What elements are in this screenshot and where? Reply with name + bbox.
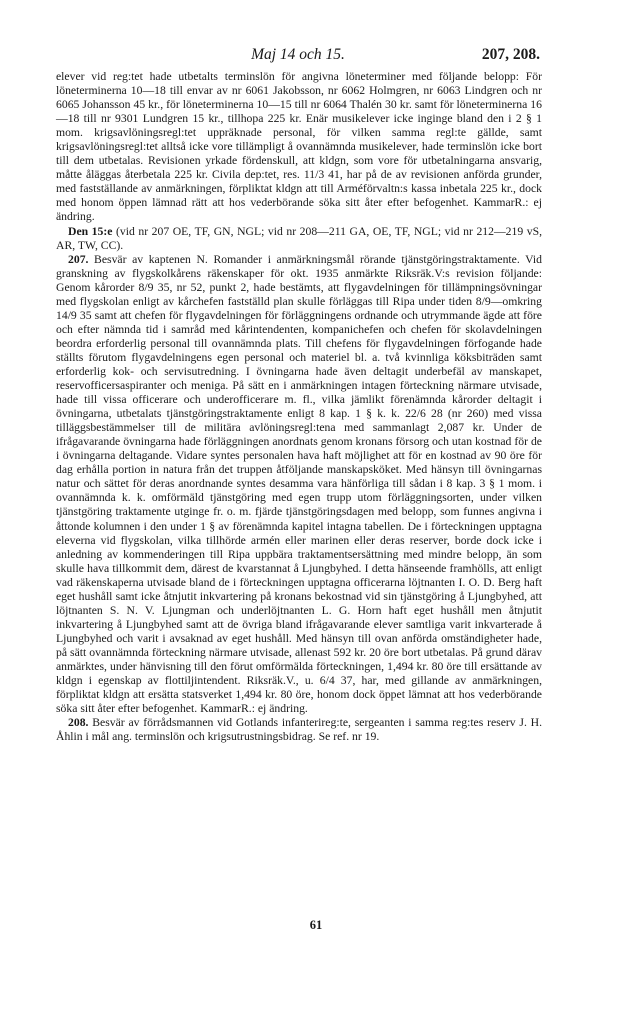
- paragraph-text: (vid nr 207 OE, TF, GN, NGL; vid nr 208—211 GA, OE, TF, NGL; vid nr 212—219 vS, AR, TW, CC).: [56, 224, 543, 252]
- paragraph-date-section: [56, 225, 542, 253]
- page-header: [56, 46, 540, 68]
- paragraph-label: Den 15:e: [68, 224, 113, 238]
- page-number: 61: [309, 918, 323, 932]
- header-case-numbers: 207, 208.: [481, 46, 540, 63]
- paragraph-label: 208.: [68, 716, 89, 730]
- header-date-title: Maj 14 och 15.: [251, 46, 345, 63]
- paragraph-case-208: [56, 716, 542, 744]
- body-text: [56, 70, 542, 744]
- paragraph-text: Besvär av kaptenen N. Romander i anmärkningsmål rörande tjänstgöringstraktamente. Vid granskning av flygskolkårens räkenskaper för okt. 1935 anmärkte Riksräk.V:s revision följande: Genom kårorder 8/9 35, nr 52, punkt 2, hade bestämts, att flygavdelningen för tillämpningsövningar med flygskolan enligt av kårchefen fastställd plan skulle förläggas till Ripa under tiden 8/9—omkring 14/9 35 samt att chefen för flygavdelningen för förläggningens ordnande och utrymmande ägde att före och efter nämnda tid i samråd med kårintendenten, kompanichefen och chefen för skolavdelningen beordra erforderlig personal till ovannämnda plats. Till chefens för flygavdelningen förfogande hade ställts förutom flygavdelningens egen personal och materiel bl. a. två kvinnliga köksbiträden samt erforderlig kok- och servisutredning. I övningarna hade även deltagit underbefäl av manskapet, reservofficersaspiranter och meniga. På sätt en i anmärkningen intagen förteckning närmare utvisade, hade till vissa officerare och underofficerare m. fl., vilka jämlikt förenämnda kårorder deltagit i övningarna, utbetalats tjänstgöringstraktamente enligt 8 kap. 1 § k. k. 22/6 28 (nr 260) med vissa tilläggsbestämmelser till de militära avlöningsregl:tena med sammanlagt 2,087 kr. Under de ifrågavarande övningarna hade förläggningen anordnats genom kronans försorg och utan kostnad för de i övningarna deltagande. Vidare syntes personalen hava haft möjlighet att för en kostnad av 90 öre för dag erhålla portion in natura från det truppen åtföljande manskapsköket. Med hänsyn till övningarnas natur och sättet för deras anordnande syntes desamma vara hänförliga till sådan i 8 kap. 3 § 1 mom. i ovannämnda k. k. omförmäld tjänstgöring med egen trupp utom förläggningsorten, under vilken tjänstgöring traktamente utginge fr. o. m. fjärde tjänstgöringsdagen med belopp, som funnes angivna i åttonde kolumnen i den under 1 § av förenämnda kapitel intagna tabellen. De i förteckningen upptagna eleverna vid flygskolan, vilka tillhörde armén eller marinen eller deras reserver, borde dock icke i anledning av kommenderingen till Ripa uppbära traktamentsersättning med mindre belopp, än som skulle hava tillkommit dem, därest de kvarstannat å Ljungbyhed. I detta hänseende framhölls, att enligt vad räkenskaperna utvisade bland de i förteckningen upptagna officerarna löjtnanten I. O. D. Berg haft eget hushåll samt icke åtnjutit inkvartering på kronans bekostnad vid sin tjänstgöring å Ljungbyhed, att löjtnanten S. N. V. Ljungman och underlöjtnanten L. G. Horn haft eget hushåll men åtnjutit inkvartering å Ljungbyhed samt att de övriga bland ifrågavarande elever samtliga varit inkvarterade å Ljungbyhed och varit i avsaknad av eget hushåll. Med hänsyn till ovan anförda omständigheter hade, på sätt ovannämnda förteckning närmare utvisade, allenast 592 kr. 20 öre bort utbetalas. På grund därav anmärktes, under hänvisning till den förut omförmälda förteckningen, 1,494 kr. 80 öre till ersättande av kldgn i egenskap av flottiljintendent. Riksräk.V., u. 6/4 37, har, med gillande av anmärkningen, förpliktat kldgn att ersätta statsverket 1,494 kr. 80 öre, honom dock öppet lämnat att hos vederbörande söka sitt åter efter befogenhet. KammarR.: ej ändring.: [56, 252, 542, 716]
- paragraph-text: elever vid reg:tet hade utbetalts terminslön för angivna löneterminer med följande belopp: För löneterminerna 10—18 till envar av nr 6061 Jakobsson, nr 6062 Holmgren, nr 6063 Lindgren och nr 6065 Johansson 45 kr., för löneterminerna 10—15 till nr 6064 Thalén 30 kr. samt för löneterminerna 16—18 till nr 9301 Lundgren 15 kr., tillhopa 225 kr. Enär musikelever icke inginge bland den i 2 § 1 mom. krigsavlöningsregl:tet uppräknade personal, för vilken samma regl:te gällde, samt krigsavlöningsregl:tet alltså icke vore tillämpligt å ovannämnda musikelever, hade terminslön icke bort till dem utbetalas. Revisionen yrkade fördenskull, att kldgn, som vore för utbetalningarna ansvarig, måtte åläggas återbetala 225 kr. Civila dep:tet, res. 11/3 41, har på de av revisionen anförda grunder, med fastställande av anmärkningen, förpliktat kldgn att till Arméförvaltn:s kassa inbetala 225 kr., dock med honom öppen lämnad rätt att hos vederbörande söka sitt åter efter befogenhet. KammarR.: ej ändring.: [56, 70, 542, 224]
- paragraph-label: 207.: [68, 252, 89, 266]
- paragraph-text: Besvär av förrådsmannen vid Gotlands infanterireg:te, sergeanten i samma reg:tes reserv J. H. Åhlin i mål ang. terminslön och krigsutrustningsbidrag. Se ref. nr 19.: [56, 716, 543, 744]
- paragraph-continuation: [56, 70, 542, 225]
- paragraph-case-207: [56, 253, 542, 717]
